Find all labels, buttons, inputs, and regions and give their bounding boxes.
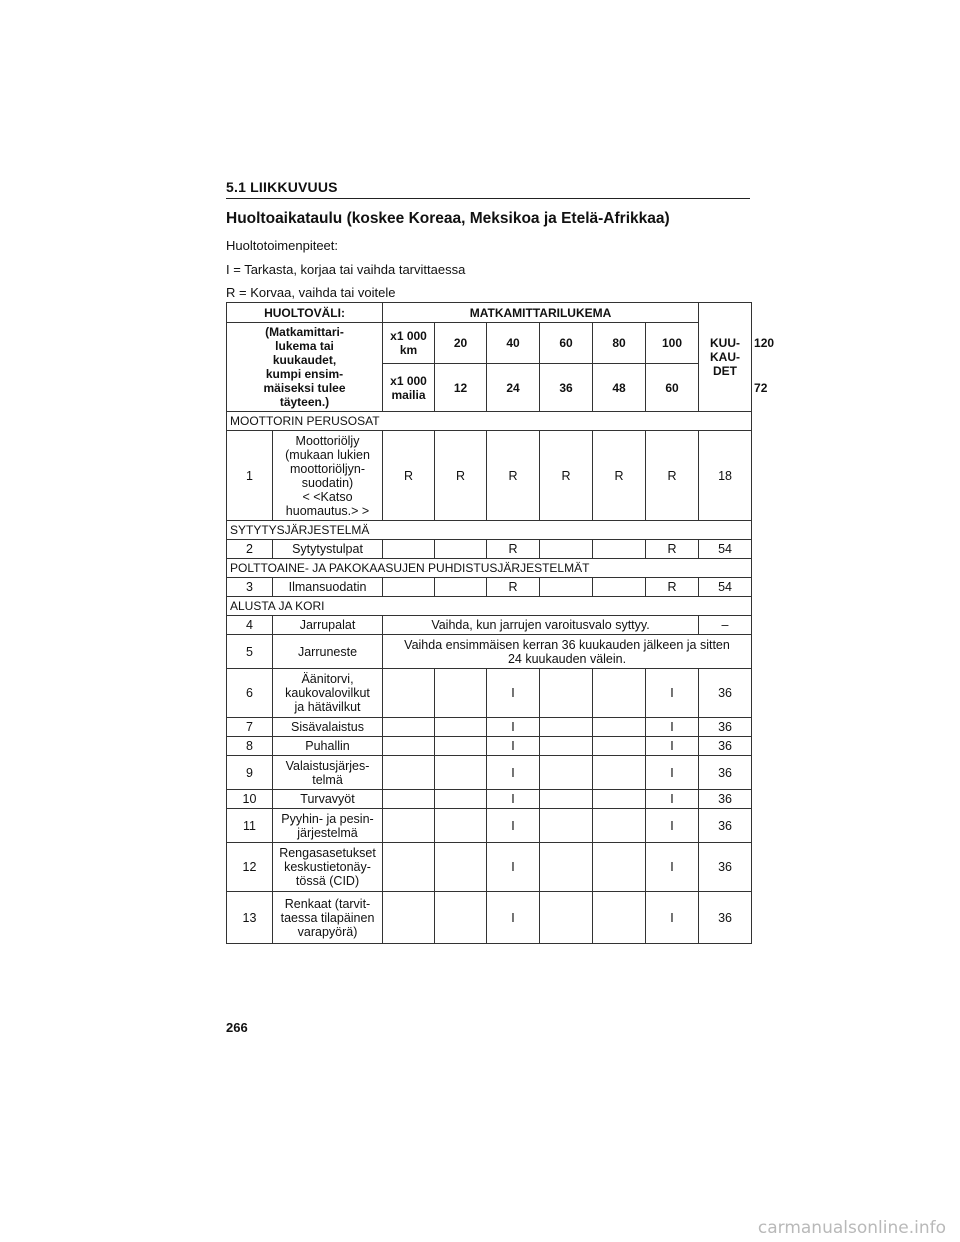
row-span-note: Vaihda ensimmäisen kerran 36 kuukauden jälkeen ja sitten 24 kuukauden välein. <box>383 635 752 669</box>
row-cell: I <box>487 737 540 756</box>
km-value: 40 <box>487 323 540 364</box>
mile-value: 36 <box>540 364 593 412</box>
row-cell <box>540 756 593 790</box>
row-months: 36 <box>699 669 752 718</box>
row-cell <box>540 669 593 718</box>
table-row <box>227 616 752 635</box>
row-cell: R <box>435 431 487 521</box>
row-number: 2 <box>227 540 273 559</box>
row-cell <box>383 892 435 944</box>
row-cell: I <box>646 737 699 756</box>
row-cell: R <box>487 540 540 559</box>
row-cell <box>540 809 593 843</box>
row-cell <box>383 756 435 790</box>
row-cell <box>593 809 646 843</box>
section-row: ALUSTA JA KORI <box>227 597 752 616</box>
row-cell <box>593 669 646 718</box>
mile-value: 60 <box>646 364 699 412</box>
row-months: 36 <box>699 790 752 809</box>
row-months: 54 <box>699 540 752 559</box>
row-cell: I <box>646 756 699 790</box>
section-heading: 5.1 LIIKKUVUUS <box>226 179 750 199</box>
row-cell: I <box>646 669 699 718</box>
row-months: 54 <box>699 578 752 597</box>
row-cell <box>540 540 593 559</box>
row-months: 18 <box>699 431 752 521</box>
row-cell: R <box>540 431 593 521</box>
table-row <box>227 892 752 944</box>
km-value: 20 <box>435 323 487 364</box>
intro-line: Huoltotoimenpiteet: <box>226 238 339 253</box>
table-row <box>227 431 752 521</box>
row-cell <box>593 892 646 944</box>
row-cell <box>383 540 435 559</box>
header-odometer: MATKAMITTARILUKEMA <box>383 303 699 323</box>
mile-value: 12 <box>435 364 487 412</box>
row-cell: I <box>646 843 699 892</box>
row-item: Puhallin <box>273 737 383 756</box>
row-cell <box>435 737 487 756</box>
section-row: MOOTTORIN PERUSOSAT <box>227 412 752 431</box>
row-cell <box>435 718 487 737</box>
row-item: Moottoriöljy (mukaan lukien moottoriöljyn- suodatin) < <Katso huomautus.> > <box>273 431 383 521</box>
km-value: 100 <box>646 323 699 364</box>
row-number: 12 <box>227 843 273 892</box>
row-cell: R <box>646 431 699 521</box>
row-cell <box>435 669 487 718</box>
unit-miles: x1 000 mailia <box>383 364 435 412</box>
row-cell <box>383 843 435 892</box>
row-cell <box>593 843 646 892</box>
row-cell: R <box>487 431 540 521</box>
km-value: 80 <box>593 323 646 364</box>
row-number: 8 <box>227 737 273 756</box>
intro-line: I = Tarkasta, korjaa tai vaihda tarvittaessa <box>226 262 466 277</box>
row-number: 10 <box>227 790 273 809</box>
row-cell <box>383 809 435 843</box>
row-cell <box>435 540 487 559</box>
header-months: KUU- KAU- DET <box>699 303 752 412</box>
row-cell: R <box>593 431 646 521</box>
row-cell <box>593 737 646 756</box>
table-row <box>227 843 752 892</box>
row-months: 36 <box>699 843 752 892</box>
row-cell: I <box>487 718 540 737</box>
row-cell <box>540 578 593 597</box>
row-cell: R <box>487 578 540 597</box>
row-months: 36 <box>699 809 752 843</box>
row-cell <box>383 669 435 718</box>
row-number: 4 <box>227 616 273 635</box>
row-cell <box>435 892 487 944</box>
row-cell <box>540 892 593 944</box>
row-months: – <box>699 616 752 635</box>
row-cell <box>593 756 646 790</box>
row-cell <box>435 809 487 843</box>
row-item: Ilmansuodatin <box>273 578 383 597</box>
row-item: Turvavyöt <box>273 790 383 809</box>
row-cell <box>435 578 487 597</box>
intro-line: R = Korvaa, vaihda tai voitele <box>226 285 396 300</box>
row-cell: R <box>383 431 435 521</box>
row-cell <box>383 790 435 809</box>
table-row <box>227 578 752 597</box>
km-value: 60 <box>540 323 593 364</box>
row-cell <box>540 737 593 756</box>
unit-km: x1 000 km <box>383 323 435 364</box>
row-cell: I <box>487 669 540 718</box>
row-cell <box>383 718 435 737</box>
row-months: 36 <box>699 756 752 790</box>
row-cell <box>435 790 487 809</box>
table-row <box>227 790 752 809</box>
row-cell <box>540 790 593 809</box>
row-months: 36 <box>699 892 752 944</box>
row-number: 1 <box>227 431 273 521</box>
row-cell: I <box>487 892 540 944</box>
row-cell <box>435 756 487 790</box>
table-row <box>227 718 752 737</box>
row-number: 11 <box>227 809 273 843</box>
table-row <box>227 756 752 790</box>
page-title: Huoltoaikataulu (koskee Koreaa, Meksikoa ja Etelä-Afrikkaa) <box>226 210 670 227</box>
row-item: Äänitorvi, kaukovalovilkut ja hätävilkut <box>273 669 383 718</box>
mile-value: 24 <box>487 364 540 412</box>
row-item: Valaistusjärjes- telmä <box>273 756 383 790</box>
row-item: Jarruneste <box>273 635 383 669</box>
row-cell: I <box>487 756 540 790</box>
section-row: POLTTOAINE- JA PAKOKAASUJEN PUHDISTUSJÄRJESTELMÄT <box>227 559 752 578</box>
table-row <box>227 635 752 669</box>
row-cell <box>435 843 487 892</box>
table-row <box>227 669 752 718</box>
row-cell <box>383 737 435 756</box>
row-cell: I <box>487 790 540 809</box>
watermark: carmanualsonline.info <box>757 1218 946 1238</box>
row-cell: R <box>646 578 699 597</box>
row-cell <box>593 540 646 559</box>
page-number: 266 <box>226 1020 248 1035</box>
row-item: Jarrupalat <box>273 616 383 635</box>
row-cell: I <box>646 892 699 944</box>
row-cell: I <box>646 809 699 843</box>
table-row <box>227 737 752 756</box>
row-number: 6 <box>227 669 273 718</box>
row-number: 9 <box>227 756 273 790</box>
maintenance-schedule-table: HUOLTOVÄLI: MATKAMITTARILUKEMA KUU- KAU- DET (Matkamittari- lukema tai kuukaudet, kumpi ensim- mäiseksi tulee täyteen.) x1 000 km 20 40 60 80 100 120 x1 000 mailia 12 24 36 48 60 72 MOOTTORIN PERUSOSAT 1 Moottoriöljy (mukaan lukien moottoriöljyn- suodatin) < <Katso huomautus.> > R R R R R R 18 SYTYTYSJÄRJESTELMÄ 2 Sytytystulpat R R 54 POLTTOAINE- JA PAKOKAASUJEN PUHDISTUSJÄRJESTELMÄT 3 Ilmansuodatin R R 54 ALUSTA JA KORI 4 Jarrupalat Vaihda, kun jarrujen varoitusvalo syttyy. – 5 Jarruneste Vaihda ensimmäisen kerran 36 kuukauden jälkeen ja sitten 24 kuukauden välein. 6 Äänitorvi, kaukovalovilkut ja hätävilkut I I 36 7 Sisävalaistus I I 36 8 Puhallin I I 36 9 Valaistusjärjes- telmä I I 36 10 Turvavyöt I I 36 11 Pyyhin- ja pesin- järjestelmä I I 36 12 Rengasasetukset keskustietonäy- tössä (CID) I I 36 13 Renkaat (tarvit- taessa tilapäinen varapyörä) I I 36 <box>226 302 752 944</box>
row-number: 5 <box>227 635 273 669</box>
row-number: 3 <box>227 578 273 597</box>
row-cell: I <box>487 809 540 843</box>
row-cell <box>383 578 435 597</box>
row-cell <box>593 718 646 737</box>
interval-note: (Matkamittari- lukema tai kuukaudet, kumpi ensim- mäiseksi tulee täyteen.) <box>227 323 383 412</box>
table-row <box>227 540 752 559</box>
row-number: 13 <box>227 892 273 944</box>
row-cell <box>593 578 646 597</box>
row-item: Rengasasetukset keskustietonäy- tössä (CID) <box>273 843 383 892</box>
row-cell: R <box>646 540 699 559</box>
row-cell: I <box>646 790 699 809</box>
row-cell: I <box>487 843 540 892</box>
table-row <box>227 809 752 843</box>
row-months: 36 <box>699 737 752 756</box>
row-item: Renkaat (tarvit- taessa tilapäinen varapyörä) <box>273 892 383 944</box>
section-row: SYTYTYSJÄRJESTELMÄ <box>227 521 752 540</box>
row-item: Sytytystulpat <box>273 540 383 559</box>
row-cell <box>593 790 646 809</box>
row-number: 7 <box>227 718 273 737</box>
mile-value: 48 <box>593 364 646 412</box>
row-item: Sisävalaistus <box>273 718 383 737</box>
row-cell: I <box>646 718 699 737</box>
header-interval: HUOLTOVÄLI: <box>227 303 383 323</box>
row-cell <box>540 718 593 737</box>
row-cell <box>540 843 593 892</box>
row-months: 36 <box>699 718 752 737</box>
row-span-note: Vaihda, kun jarrujen varoitusvalo syttyy. <box>383 616 699 635</box>
row-item: Pyyhin- ja pesin- järjestelmä <box>273 809 383 843</box>
